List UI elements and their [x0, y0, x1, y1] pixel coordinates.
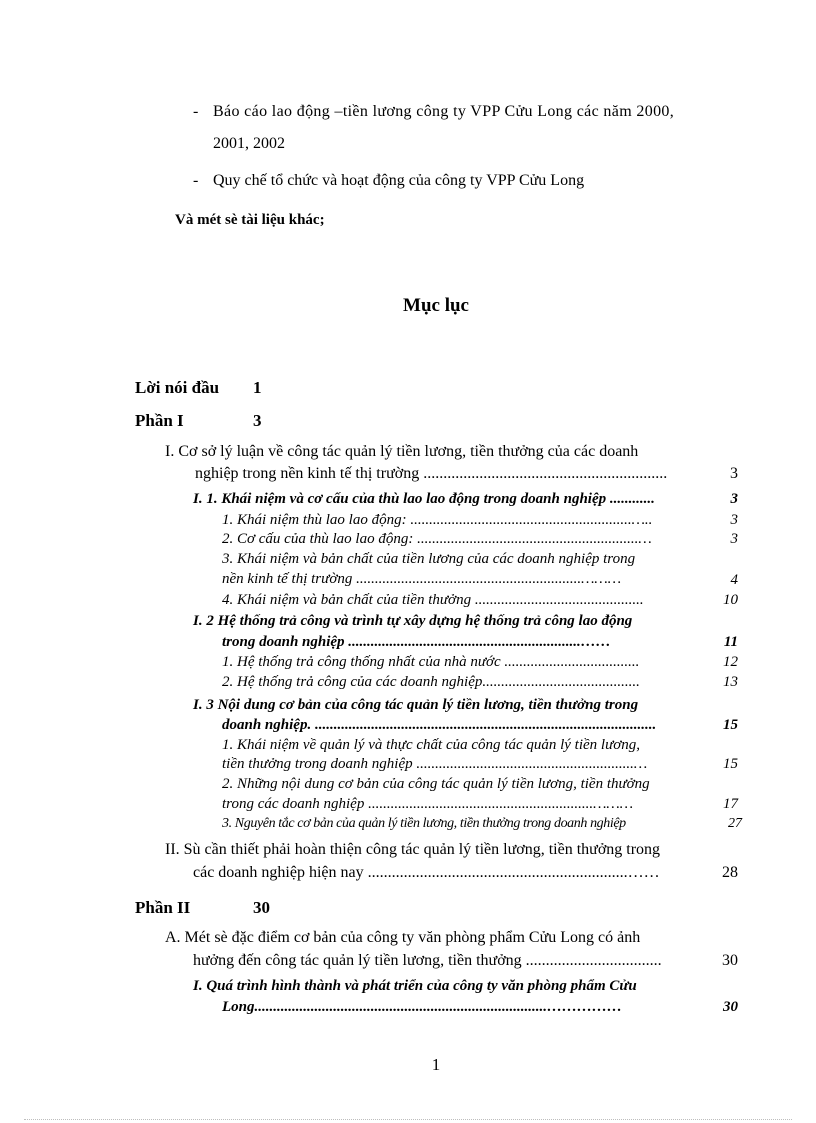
toc-section-A1-page: 30 [723, 999, 738, 1015]
reference-item-1-line1: Báo cáo lao động –tiền lương công ty VPP Cửu Long các năm 2000, [213, 103, 675, 120]
toc-item-I3-2-line2: trong các doanh nghiệp ............................................................……… [222, 796, 634, 812]
toc-section-I2-line1: I. 2 Hệ thống trả công và trình tự xây dựng hệ thống trả công lao động [193, 613, 633, 629]
toc-item-I2-2: 2. Hệ thống trả công của các doanh nghiệp.......................................... [222, 674, 640, 690]
toc-item-I1-2-page: 3 [730, 531, 738, 547]
toc-item-I3-2-line1: 2. Những nội dung cơ bản của công tác quản lý tiền lương, tiền thưởng [222, 776, 650, 792]
toc-section-I3-line2: doanh nghiệp. ........................................................................................... [222, 717, 657, 733]
toc-section-II-line2: các doanh nghiệp hiện nay .................................................................…… [193, 864, 660, 881]
toc-section-A-line2: hưởng đến công tác quản lý tiền lương, tiền thưởng .................................. [193, 952, 662, 969]
toc-item-I3-1-page: 15 [723, 756, 738, 772]
toc-section-I-page: 3 [730, 465, 738, 482]
toc-item-I1-3-page: 4 [730, 572, 738, 588]
toc-item-I3-1-line1: 1. Khái niệm về quản lý và thực chất của công tác quản lý tiền lương, [222, 737, 641, 753]
toc-preface-label: Lời nói đầu [135, 378, 220, 397]
toc-part2-page: 30 [253, 898, 270, 917]
toc-section-I1-page: 3 [730, 491, 738, 507]
toc-part2-label: Phần II [135, 898, 191, 917]
toc-section-I2-page: 11 [723, 634, 738, 650]
reference-item-2: Quy chế tổ chức và hoạt động của công ty VPP Cửu Long [213, 172, 585, 189]
toc-title: Mục lục [403, 295, 469, 316]
toc-section-A1-line2: Long..............................................................................…………… [222, 999, 623, 1015]
toc-item-I1-1: 1. Khái niệm thù lao lao động: ...........................................................….. [222, 512, 653, 528]
toc-section-I1: I. 1. Khái niệm và cơ cấu của thù lao lao động trong doanh nghiệp ............ [193, 491, 655, 507]
toc-section-I-line1: I. Cơ sở lý luận về công tác quản lý tiền lương, tiền thưởng của các doanh [165, 443, 639, 460]
toc-section-A-line1: A. Mét sè đặc điểm cơ bản của công ty văn phòng phẩm Cửu Long có ảnh [165, 929, 641, 946]
toc-part1-page: 3 [253, 411, 262, 430]
toc-item-I1-3-line1: 3. Khái niệm và bản chất của tiền lương của các doanh nghiệp trong [222, 551, 636, 567]
toc-item-I3-3: 3. Nguyên tắc cơ bản của quản lý tiền lương, tiền thưởng trong doanh nghiệp [222, 816, 626, 831]
toc-section-I3-line1: I. 3 Nội dung cơ bản của công tác quản lý tiền lương, tiền thưởng trong [193, 697, 639, 713]
toc-section-I2-line2: trong doanh nghiệp ..............................................................…… [222, 634, 611, 650]
toc-part1-label: Phần I [135, 411, 184, 430]
toc-section-I3-page: 15 [723, 717, 738, 733]
toc-item-I3-3-page: 27 [728, 816, 742, 831]
toc-item-I1-4-page: 10 [723, 592, 738, 608]
toc-item-I1-2: 2. Cơ cấu của thù lao lao động: ...........................................................… [222, 531, 652, 547]
footer-divider [24, 1119, 792, 1120]
toc-item-I1-1-page: 3 [730, 512, 738, 528]
other-references: Và mét sè tài liệu khác; [175, 212, 325, 228]
toc-item-I3-1-line2: tiền thưởng trong doanh nghiệp ..........................................................… [222, 756, 648, 772]
toc-item-I1-4: 4. Khái niệm và bản chất của tiền thưởng ............................................. [222, 592, 644, 608]
bullet-dash: - [193, 172, 199, 189]
toc-item-I2-1-page: 12 [723, 654, 738, 670]
reference-item-1-line2: 2001, 2002 [213, 135, 285, 152]
page-number: 1 [431, 1055, 441, 1074]
toc-section-II-line1: II. Sù cần thiết phải hoàn thiện công tác quản lý tiền lương, tiền thưởng trong [165, 841, 661, 858]
toc-item-I1-3-line2: nền kinh tế thị trường ............................................................……… [222, 571, 622, 587]
toc-section-A-page: 30 [722, 952, 738, 969]
toc-section-II-page: 28 [722, 864, 738, 881]
toc-item-I3-2-page: 17 [723, 796, 738, 812]
toc-item-I2-2-page: 13 [723, 674, 738, 690]
toc-section-A1-line1: I. Quá trình hình thành và phát triển của công ty văn phòng phẩm Cửu [193, 978, 637, 994]
toc-item-I2-1: 1. Hệ thống trả công thống nhất của nhà nước .................................... [222, 654, 640, 670]
toc-preface-page: 1 [253, 378, 262, 397]
toc-section-I-line2: nghiệp trong nền kinh tế thị trường ............................................................. [195, 465, 668, 482]
bullet-dash: - [193, 103, 199, 120]
